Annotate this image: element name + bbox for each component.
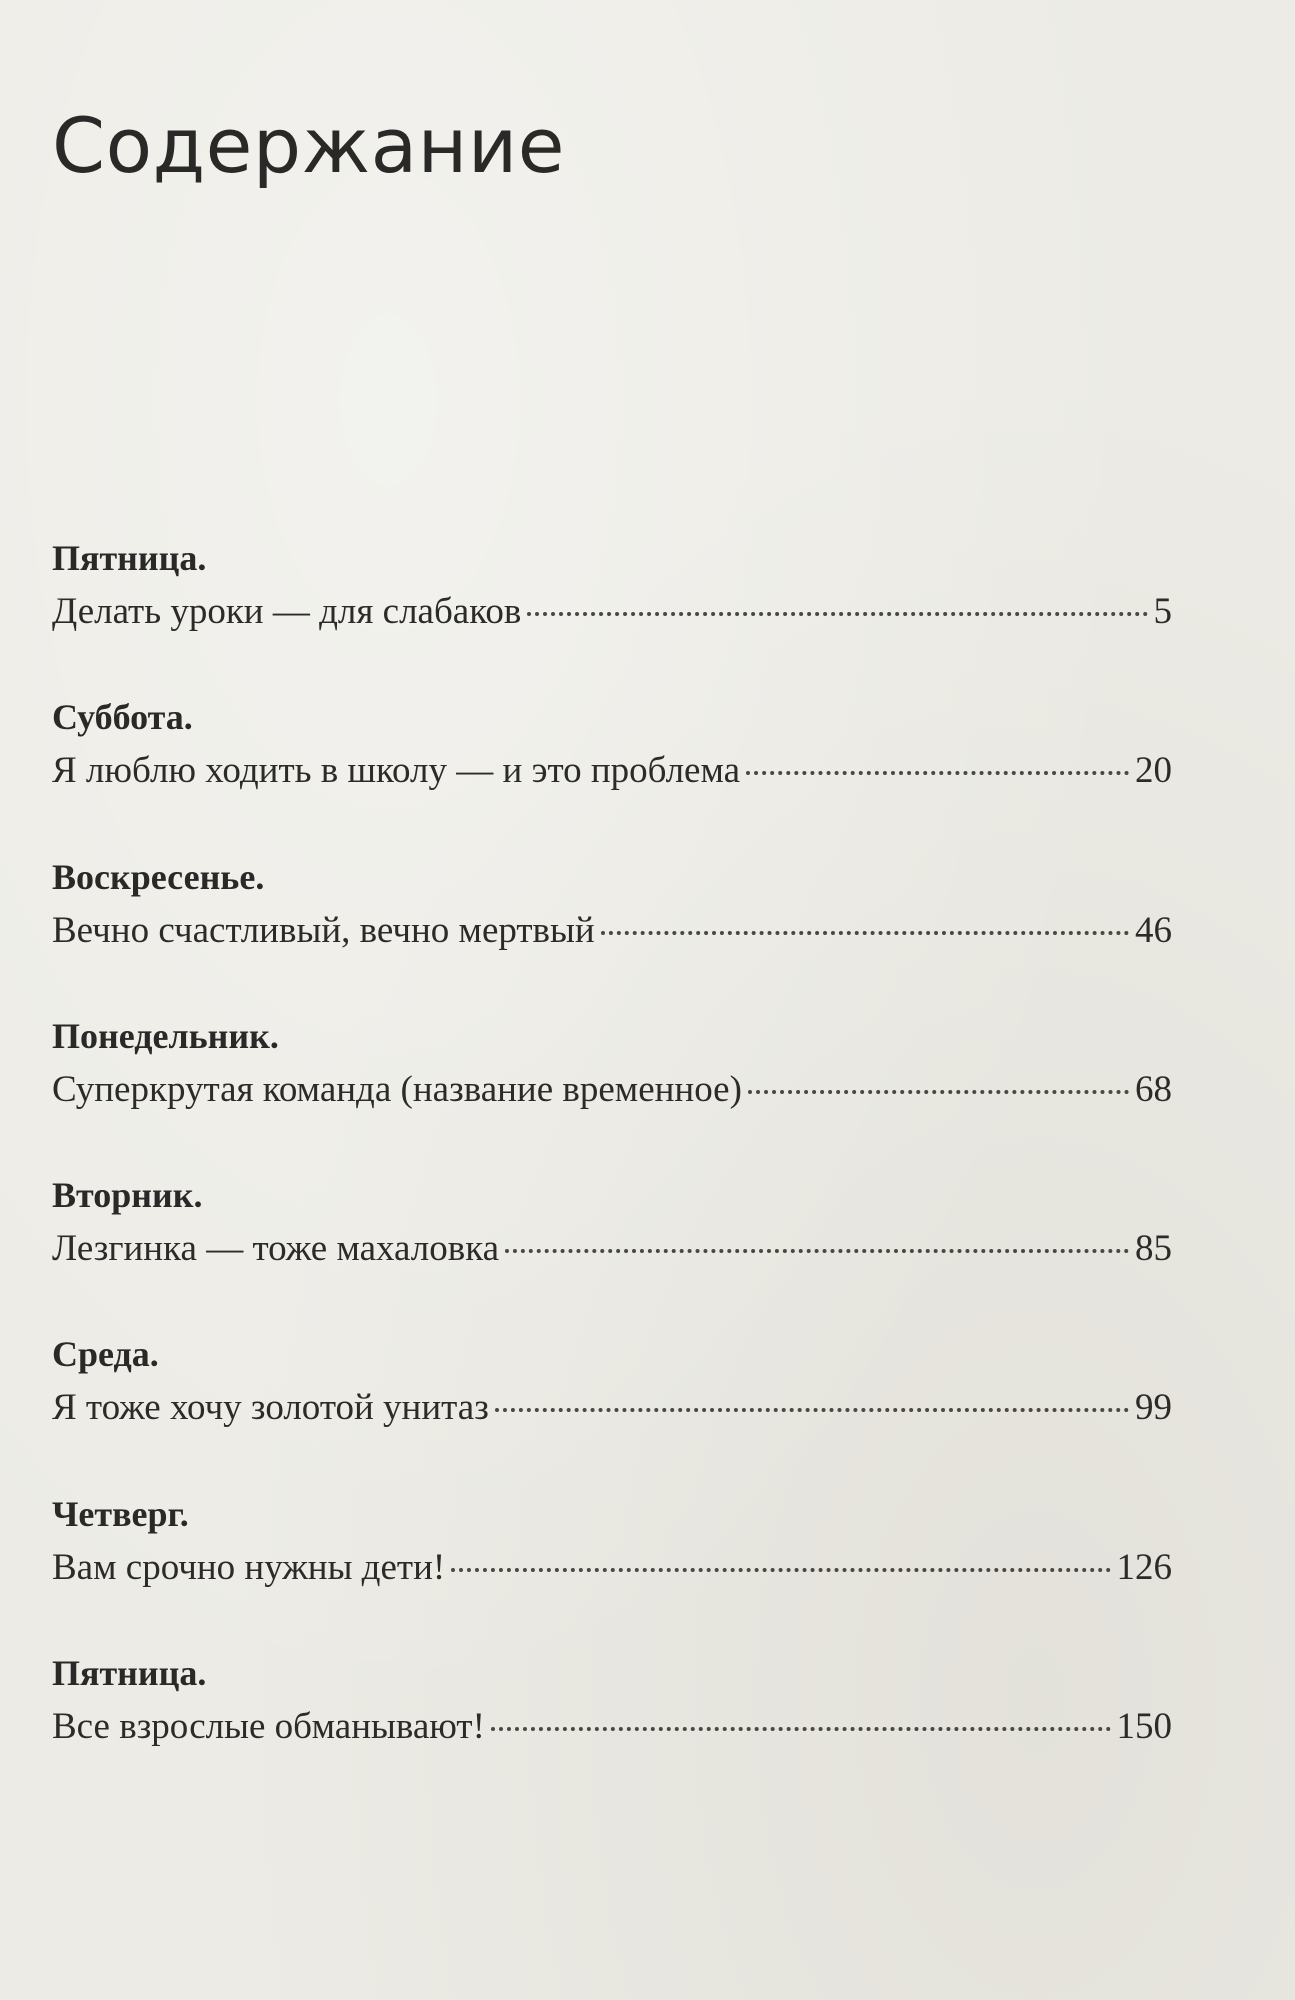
dot-leader — [527, 612, 1147, 616]
dot-leader — [495, 1408, 1129, 1412]
toc-chapter-line — [52, 902, 1172, 960]
dot-leader — [491, 1727, 1111, 1731]
toc-day-heading: Четверг. — [52, 1493, 189, 1534]
toc-chapter-title: Я люблю ходить в школу — и это проблема — [52, 750, 741, 792]
toc-page-number: 85 — [1135, 1228, 1172, 1270]
toc-day-heading: Суббота. — [52, 697, 193, 738]
toc-entry — [52, 1648, 1172, 1807]
toc-chapter-title: Суперкрутая команда (название временное) — [52, 1068, 742, 1110]
toc-day-heading: Вторник. — [52, 1175, 203, 1216]
page-title: Содержание — [52, 101, 565, 190]
dot-leader — [505, 1249, 1129, 1253]
toc-chapter-title: Все взрослые обманывают! — [52, 1706, 485, 1748]
toc-chapter-title: Лезгинка — тоже махаловка — [52, 1228, 500, 1270]
toc-page-number: 5 — [1153, 591, 1172, 632]
dot-leader — [601, 931, 1129, 935]
toc-day-heading: Среда. — [52, 1334, 159, 1375]
toc-chapter-line — [52, 1061, 1172, 1119]
toc-chapter-title: Я тоже хочу золотой унитаз — [52, 1387, 489, 1429]
table-of-contents — [52, 533, 1172, 1807]
toc-page-number: 20 — [1135, 750, 1172, 792]
toc-page-number: 126 — [1116, 1546, 1172, 1588]
toc-entry — [52, 1489, 1172, 1648]
toc-entry — [52, 852, 1172, 1011]
toc-entry — [52, 1011, 1172, 1170]
toc-entry — [52, 1329, 1172, 1488]
toc-entry — [52, 533, 1172, 692]
toc-page-number: 150 — [1116, 1706, 1172, 1748]
toc-chapter-title: Вам срочно нужны дети! — [52, 1546, 446, 1588]
dot-leader — [451, 1568, 1110, 1572]
toc-entry — [52, 692, 1172, 851]
toc-chapter-title: Вечно счастливый, вечно мертвый — [52, 909, 595, 951]
toc-page-number: 68 — [1135, 1068, 1172, 1110]
toc-chapter-line — [52, 1220, 1172, 1278]
toc-day-heading: Пятница. — [52, 538, 207, 578]
toc-entry — [52, 1170, 1172, 1329]
toc-day-heading: Воскресенье. — [52, 856, 265, 897]
toc-chapter-line — [52, 742, 1172, 800]
toc-day-heading: Пятница. — [52, 1653, 207, 1694]
dot-leader — [748, 1090, 1129, 1094]
dot-leader — [746, 771, 1129, 775]
toc-page-number: 99 — [1135, 1387, 1172, 1429]
toc-day-heading: Понедельник. — [52, 1015, 279, 1056]
toc-page-number: 46 — [1135, 909, 1172, 951]
toc-chapter-line — [52, 583, 1172, 641]
toc-chapter-title: Делать уроки — для слабаков — [52, 591, 522, 632]
toc-chapter-line — [52, 1698, 1172, 1756]
toc-chapter-line — [52, 1379, 1172, 1437]
toc-chapter-line — [52, 1539, 1172, 1597]
